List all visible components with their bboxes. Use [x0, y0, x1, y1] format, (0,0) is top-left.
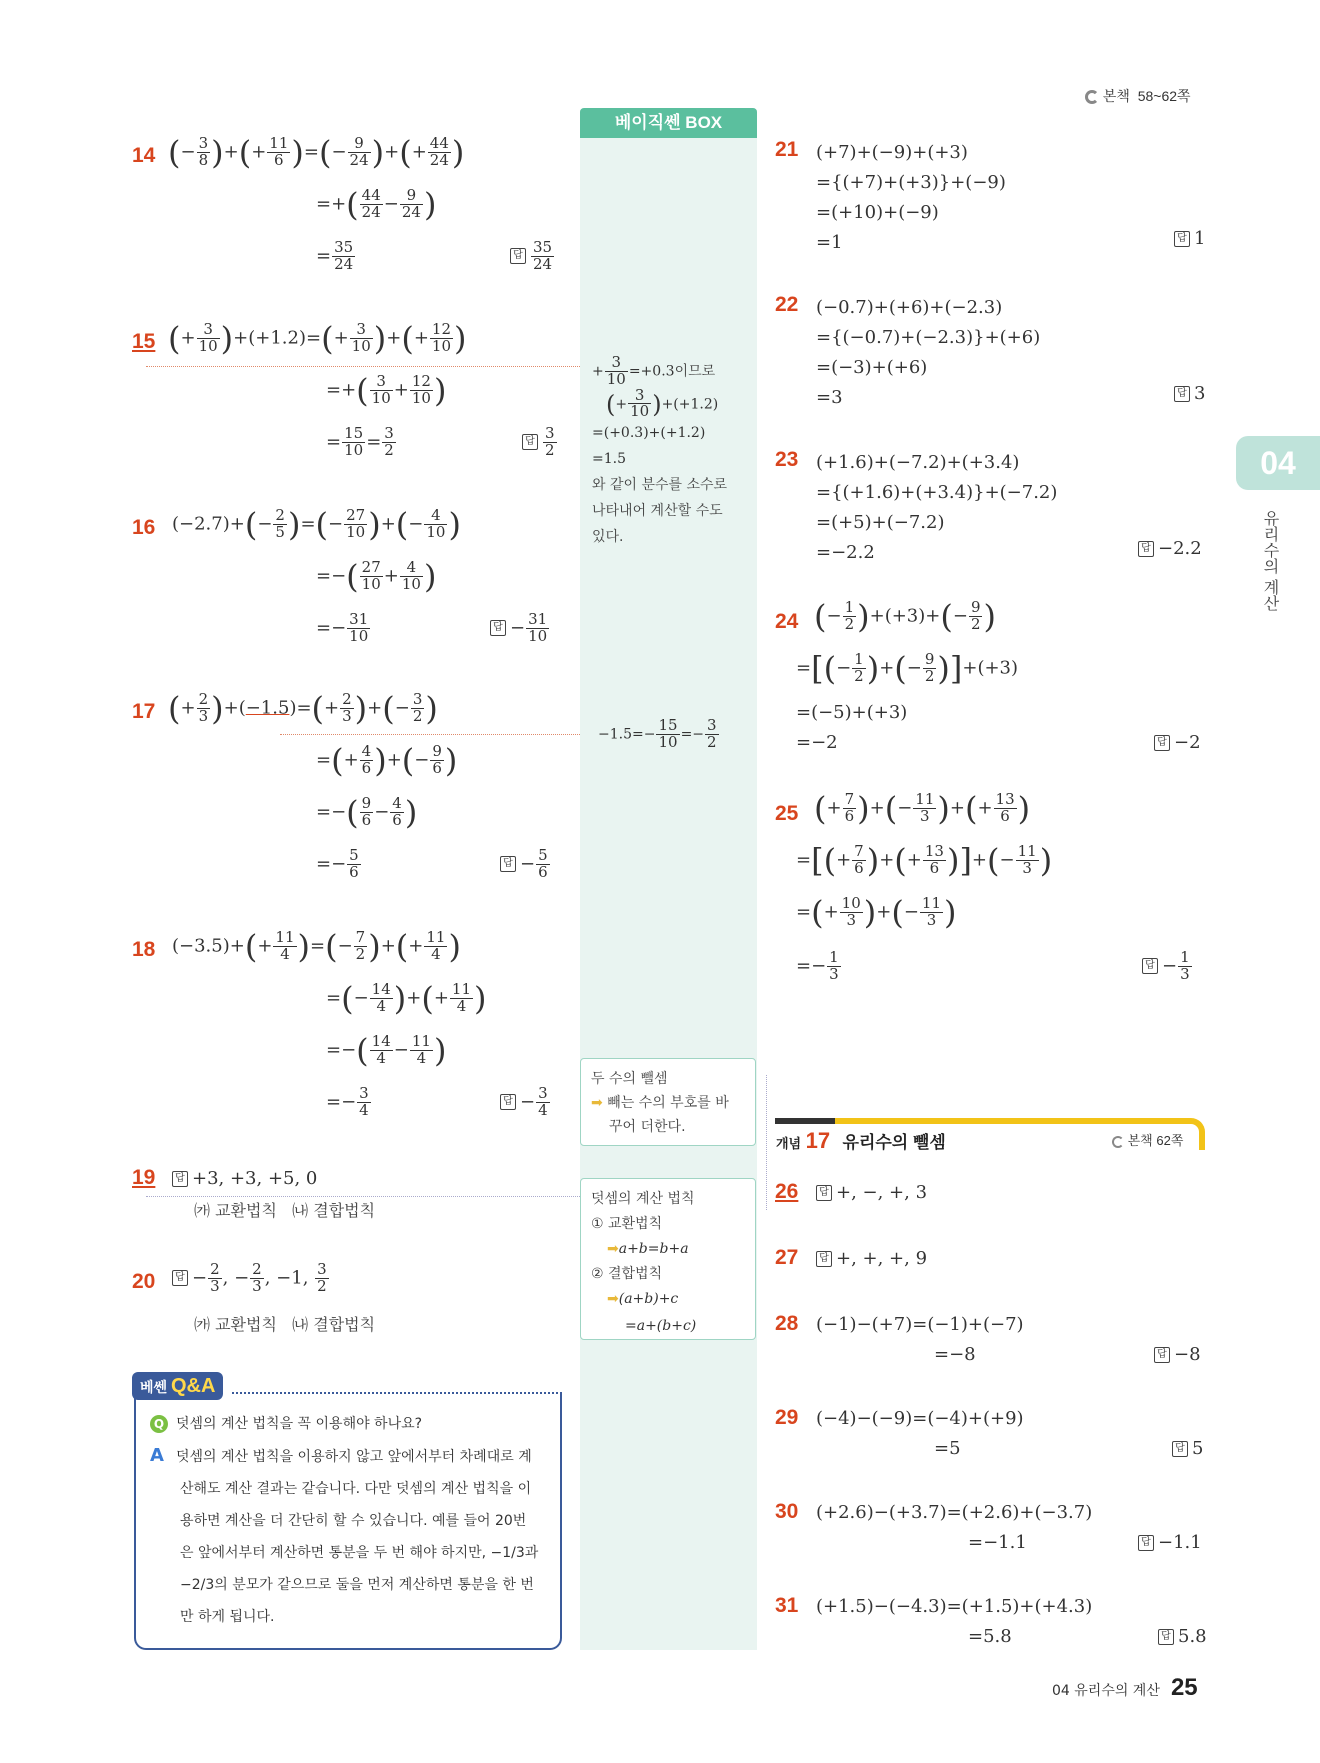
p14-line2: =+( $\frac{44}{24}$ − $\frac{9}{24}$ ): [316, 185, 437, 224]
p19-answer: 답 +3, +3, +5, 0: [172, 1168, 317, 1189]
p25-line1: (+ $\frac{7}{6}$ )+(− $\frac{11}{3}$ )+(+ $\frac{13}{6}$ ): [814, 789, 1031, 828]
problem-number: 27: [775, 1246, 799, 1269]
p14-line1: (− $\frac{3}{8}$ )+(+ $\frac{11}{6}$ )=(− $\frac{9}{24}$ )+(+ $\frac{44}{24}$ ): [168, 133, 465, 172]
p27-answer: 답 +, +, +, 9: [816, 1248, 927, 1269]
answer-icon: 답: [172, 1270, 188, 1286]
p23-lines: (+1.6)+(−7.2)+(+3.4) ={(+1.6)+(+3.4)}+(−7.2) =(+5)+(−7.2) =−2.2: [816, 452, 1058, 563]
box-card-addition-laws: 덧셈의 계산 법칙 ① 교환법칙 ➡a+b=b+a ② 결합법칙 ➡(a+b)+c =a+(b+c): [580, 1178, 756, 1340]
p20-sub: ㈎ 교환법칙 ㈏ 결합법칙: [194, 1315, 376, 1334]
concept-bar-dark: [775, 1118, 835, 1124]
answer-icon: 답: [816, 1251, 832, 1267]
problem-number: 20: [132, 1270, 156, 1293]
p14-line3: = $\frac{35}{24}$: [316, 238, 354, 273]
box-card-subtraction: 두 수의 뺄셈 ➡ 빼는 수의 부호를 바 꾸어 더한다.: [580, 1058, 756, 1146]
p29-answer: 답 5: [1172, 1438, 1203, 1459]
p15-answer: 답 $\frac{3}{2}$: [522, 426, 558, 459]
p29-line2: =5: [934, 1438, 961, 1459]
p15-line2: =+( $\frac{3}{10}$ + $\frac{12}{10}$ ): [326, 371, 447, 410]
arrow-icon: ➡: [591, 1095, 603, 1111]
answer-icon: 답: [1154, 1347, 1170, 1363]
p31-line1: (+1.5)−(−4.3)=(+1.5)+(+4.3): [816, 1596, 1093, 1617]
p14-answer: 답 $\frac{35}{24}$: [510, 240, 555, 273]
problem-number: 22: [775, 293, 799, 316]
p29-line1: (−4)−(−9)=(−4)+(+9): [816, 1408, 1024, 1429]
problem-number: 19: [132, 1166, 156, 1189]
page-ref: 본책 58~62쪽: [1085, 86, 1191, 106]
p16-answer: 답 − $\frac{31}{10}$: [490, 612, 550, 645]
p17-line4: =− $\frac{5}{6}$: [316, 846, 359, 881]
p18-answer: 답 − $\frac{3}{4}$: [500, 1086, 551, 1119]
answer-icon: 답: [510, 248, 526, 264]
problem-number: 23: [775, 448, 799, 471]
p28-line2: =−8: [934, 1344, 976, 1365]
problem-number: 31: [775, 1594, 799, 1617]
problem-number: 16: [132, 516, 156, 539]
p19-sub: ㈎ 교환법칙 ㈏ 결합법칙: [194, 1201, 376, 1220]
answer-icon: 답: [1138, 1535, 1154, 1551]
p21-answer: 답 1: [1174, 228, 1205, 249]
p18-line3: =−( $\frac{14}{4}$ − $\frac{11}{4}$ ): [326, 1031, 447, 1070]
answer-icon: 답: [490, 620, 506, 636]
answer-icon: 답: [500, 1094, 516, 1110]
p31-answer: 답 5.8: [1158, 1626, 1207, 1647]
answer-icon: 답: [816, 1185, 832, 1201]
p25-line3: =(+ $\frac{10}{3}$ )+(− $\frac{11}{3}$ ): [796, 893, 957, 932]
ref-icon: [1112, 1136, 1124, 1148]
concept-heading: 개념 17 유리수의 뺄셈: [776, 1128, 946, 1153]
p23-answer: 답 −2.2: [1138, 538, 1202, 559]
p20-answer: 답 − $\frac{2}{3}$ , − $\frac{2}{3}$ , −1, $\frac{3}{2}$: [172, 1262, 330, 1295]
problem-number: 14: [132, 144, 156, 167]
p22-lines: (−0.7)+(+6)+(−2.3) ={(−0.7)+(−2.3)}+(+6) =(−3)+(+6) =3: [816, 297, 1041, 408]
p18-line1: (−3.5)+(+ $\frac{11}{4}$ )=(− $\frac{7}{2}$ )+(+ $\frac{11}{4}$ ): [172, 927, 461, 966]
p26-answer: 답 +, −, +, 3: [816, 1182, 927, 1203]
basic-box-title: 베이직쎈 BOX: [580, 108, 757, 138]
p18-line2: =(− $\frac{14}{4}$ )+(+ $\frac{11}{4}$ ): [326, 979, 487, 1018]
p18-line4: =− $\frac{3}{4}$: [326, 1084, 369, 1119]
answer-icon: 답: [1174, 386, 1190, 402]
problem-number: 17: [132, 700, 156, 723]
p25-line4: =− $\frac{1}{3}$: [796, 948, 839, 983]
problem-number: 18: [132, 938, 156, 961]
p28-line1: (−1)−(+7)=(−1)+(−7): [816, 1314, 1024, 1335]
p24-line4: =−2: [796, 732, 838, 753]
ref-icon: [1085, 90, 1099, 104]
connector-26: [766, 1075, 767, 1210]
connector-17: [280, 734, 580, 735]
p25-line2: =[(+ $\frac{7}{6}$ )+(+ $\frac{13}{6}$ )]+(− $\frac{11}{3}$ ): [796, 841, 1053, 880]
p15-line1: (+ $\frac{3}{10}$ )+(+1.2)=(+ $\frac{3}{10}$ )+(+ $\frac{12}{10}$ ): [168, 319, 467, 358]
qa-badge: 베쎈 Q&A: [132, 1372, 223, 1400]
p24-line3: =(−5)+(+3): [796, 702, 908, 723]
p17-line2: =(+ $\frac{4}{6}$ )+(− $\frac{9}{6}$ ): [316, 741, 458, 780]
footer-chapter: 04 유리수의 계산: [1052, 1683, 1160, 1699]
p30-line2: =−1.1: [968, 1532, 1027, 1553]
p22-answer: 답 3: [1174, 383, 1205, 404]
p17-line1: (+ $\frac{2}{3}$ )+(−1.5)=(+ $\frac{2}{3}$ )+(− $\frac{3}{2}$ ): [168, 689, 438, 728]
page-number: 25: [1170, 1674, 1198, 1701]
p15-line3: = $\frac{15}{10}$ = $\frac{3}{2}$: [326, 424, 394, 459]
footer: [1052, 1674, 1198, 1702]
p16-line2: =−( $\frac{27}{10}$ + $\frac{4}{10}$ ): [316, 557, 437, 596]
qa-top-rule: [232, 1392, 562, 1394]
qa-content: Q 덧셈의 계산 법칙을 꼭 이용해야 하나요? A 덧셈의 계산 법칙을 이용하지 않고 앞에서부터 차례대로 계 산해도 계산 결과는 같습니다. 다만 덧셈의 계산 법칙을 이 용하면 계산을 더 간단히 할 수 있습니다. 예를 들어 20번 은 앞에서부터 계산하면 통분을 두 번 해야 하지만, −1/3과 −2/3의 분모가 같으므로 둘을 먼저 계산하면 통분을 한 번 만 하게 됩니다.: [150, 1416, 539, 1625]
problem-number: 21: [775, 138, 799, 161]
p25-answer: 답 − $\frac{1}{3}$: [1142, 950, 1193, 983]
answer-icon: 답: [1172, 1441, 1188, 1457]
answer-icon: 답: [522, 434, 538, 450]
p24-answer: 답 −2: [1154, 732, 1201, 753]
p17-answer: 답 − $\frac{5}{6}$: [500, 848, 551, 881]
connector-19: [146, 1196, 580, 1197]
answer-icon: 답: [172, 1171, 188, 1187]
p28-answer: 답 −8: [1154, 1344, 1201, 1365]
concept-ref: 본책 62쪽: [1112, 1130, 1183, 1149]
p30-answer: 답 −1.1: [1138, 1532, 1202, 1553]
a-icon: A: [150, 1445, 164, 1466]
answer-icon: 답: [1138, 541, 1154, 557]
p16-line3: =− $\frac{31}{10}$: [316, 610, 369, 645]
problem-number: 29: [775, 1406, 799, 1429]
p16-line1: (−2.7)+(− $\frac{2}{5}$ )=(− $\frac{27}{10}$ )+(− $\frac{4}{10}$ ): [172, 505, 461, 544]
box-note-1: + $\frac{3}{10}$ =+0.3이므로 (+ $\frac{3}{10}$ )+(+1.2) =(+0.3)+(+1.2) =1.5 와 같이 분수를 소수로 나타내어 계산할 수도 있다.: [592, 353, 728, 545]
p30-line1: (+2.6)−(+3.7)=(+2.6)+(−3.7): [816, 1502, 1093, 1523]
answer-icon: 답: [1142, 958, 1158, 974]
arrow-icon: ➡: [607, 1241, 619, 1257]
problem-number: 25: [775, 802, 799, 825]
basic-box-column: [580, 110, 757, 1650]
problem-number: 26: [775, 1180, 799, 1203]
p17-line3: =−( $\frac{9}{6}$ − $\frac{4}{6}$ ): [316, 793, 418, 832]
problem-number: 30: [775, 1500, 799, 1523]
arrow-icon: ➡: [607, 1291, 619, 1307]
p31-line2: =5.8: [968, 1626, 1012, 1647]
connector-15: [146, 366, 580, 367]
problem-number: 28: [775, 1312, 799, 1335]
chapter-vertical-title: 유리수의 계산: [1261, 510, 1280, 612]
box-note-2: −1.5=− $\frac{15}{10}$ =− $\frac{3}{2}$: [598, 716, 717, 751]
p21-lines: (+7)+(−9)+(+3) ={(+7)+(+3)}+(−9) =(+10)+(−9) =1: [816, 142, 1006, 253]
p24-line2: =[(− $\frac{1}{2}$ )+(− $\frac{9}{2}$ )]+(+3): [796, 649, 1019, 688]
chapter-tab: 04: [1236, 436, 1320, 490]
problem-number: 24: [775, 610, 799, 633]
q-icon: Q: [150, 1415, 168, 1433]
answer-icon: 답: [500, 856, 516, 872]
answer-icon: 답: [1174, 231, 1190, 247]
p24-line1: (− $\frac{1}{2}$ )+(+3)+(− $\frac{9}{2}$ ): [814, 597, 996, 636]
problem-number: 15: [132, 330, 156, 353]
answer-icon: 답: [1158, 1629, 1174, 1645]
answer-icon: 답: [1154, 735, 1170, 751]
